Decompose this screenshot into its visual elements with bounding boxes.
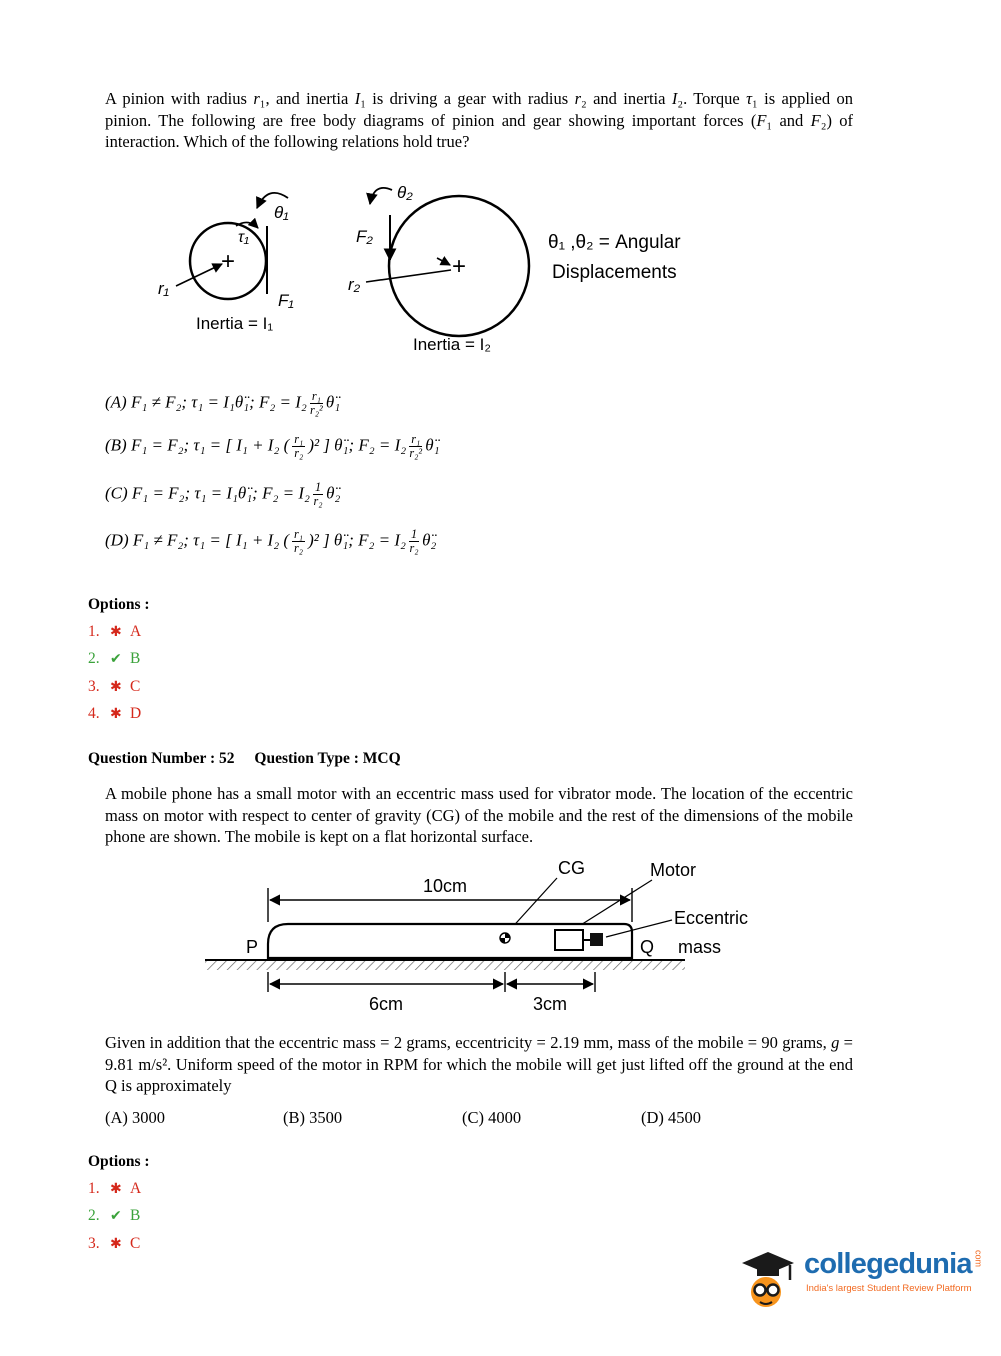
logo-tagline: India's largest Student Review Platform [806, 1283, 972, 1294]
option-number: 2. [88, 1207, 100, 1225]
option-letter: C [130, 1234, 141, 1252]
r2-label: r₂ [348, 275, 361, 294]
eccentric-label: Eccentric [674, 908, 749, 928]
q51-choice-d: (D) F₁ ≠ F₂; τ₁ = [ I₁ + I₂ ( $\frac{\text{r₁}}{\text{r₂}}$ )² ] θ̈₁; F₂ = I₂ $\frac{1}{\text{r₂}}$ θ̈₂ [105, 527, 437, 555]
angular-displacement-legend-line2: Displacements [552, 262, 677, 283]
f2-label: F₂ [356, 227, 373, 246]
tau1-label: τ₁ [238, 229, 250, 246]
question-type-label: Question Type : MCQ [254, 750, 401, 767]
cross-icon: ✱ [110, 1180, 122, 1197]
dim-3cm-label: 3cm [532, 994, 568, 1014]
q52-option-row-3 [88, 1230, 150, 1258]
q52-options-label: Options : [88, 1153, 150, 1170]
ground-hatching [205, 961, 685, 970]
option-number: 1. [88, 622, 100, 640]
option-number: 4. [88, 705, 100, 723]
logo-dotcom: com [973, 1250, 984, 1268]
check-icon: ✔ [110, 651, 122, 668]
q51-option-row-4 [88, 701, 150, 729]
q51-choice-b: (B) F₁ = F₂; τ₁ = [ I₁ + I₂ ( $\frac{\text{r₁}}{\text{r₂}}$ )² ] θ̈₁; F₂ = I₂ $\frac{\text{r₁}}{\text{r₂²}}$ θ̈₁ [105, 432, 440, 460]
f1-label: F₁ [278, 291, 294, 310]
gear-center-plus: + [451, 253, 467, 280]
q51-pinion-gear-diagram [140, 182, 760, 377]
check-icon: ✔ [110, 1208, 122, 1225]
r1-radius-line [176, 264, 222, 286]
motor-label: Motor [650, 860, 697, 880]
q52-choice-c: (C) 4000 [462, 1108, 522, 1127]
option-letter: B [130, 1207, 141, 1225]
gear-center-arrow [437, 258, 450, 265]
cross-icon: ✱ [110, 623, 122, 640]
q52-mobile-phone-diagram [200, 858, 760, 1023]
option-number: 1. [88, 1179, 100, 1197]
theta2-rotation-arrow [370, 188, 392, 204]
angular-displacement-legend-line1: θ₁ ,θ₂ = Angular [548, 232, 681, 253]
motor-box [555, 930, 583, 950]
q51-option-row-3 [88, 673, 150, 701]
q51-option-row-1 [88, 618, 150, 646]
inertia1-label: Inertia = I₁ [196, 314, 274, 333]
theta1-label: θ₁ [274, 203, 289, 222]
dim-10cm-label: 10cm [422, 876, 468, 896]
option-letter: C [130, 677, 141, 695]
q52-options-block [88, 1153, 150, 1258]
option-letter: A [130, 1179, 142, 1197]
cross-icon: ✱ [110, 706, 122, 723]
question-number-label: Question Number : 52 [88, 750, 235, 767]
cross-icon: ✱ [110, 1235, 122, 1252]
q52-answer-choices [105, 1108, 845, 1132]
q52-header [88, 750, 401, 768]
dim-6cm-label: 6cm [368, 994, 404, 1014]
eccentric-mass-square [590, 933, 603, 946]
q52-option-row-2 [88, 1203, 150, 1231]
q52-choice-d: (D) 4500 [641, 1108, 702, 1127]
q51-options-block [88, 596, 150, 728]
theta2-label: θ₂ [397, 183, 413, 202]
q52-choice-a: (A) 3000 [105, 1108, 166, 1127]
pinion-center-plus: + [220, 248, 236, 275]
mass-label: mass [678, 937, 722, 957]
point-p-label: P [246, 937, 259, 957]
option-number: 3. [88, 677, 100, 695]
r2-radius-line [366, 270, 451, 282]
q51-choice-c: (C) F₁ = F₂; τ₁ = I₁θ̈₁; F₂ = I₂ $\frac{1}{\text{r₂}}$ θ̈₂ [105, 480, 341, 508]
inertia2-label: Inertia = I₂ [413, 335, 491, 354]
r1-label: r₁ [158, 279, 170, 298]
cross-icon: ✱ [110, 678, 122, 695]
option-letter: B [130, 650, 141, 668]
logo-wordmark: collegedunia [804, 1248, 972, 1280]
option-letter: A [130, 622, 142, 640]
q51-choice-a: (A) F₁ ≠ F₂; τ₁ = I₁θ̈₁; F₂ = I₂ $\frac{\text{r₁}}{\text{r₂²}}$ θ̈₁ [105, 389, 341, 417]
option-number: 2. [88, 650, 100, 668]
q51-question-text: A pinion with radius r₁, and inertia I₁ is driving a gear with radius r₂ and inertia I₂. Torque τ₁ is applied on pinion. The following are free body diagrams of pinion and gear showing important forces (F₁ and F₂) of interaction. Which of the following relations hold true? [105, 89, 853, 151]
collegedunia-mascot-icon [740, 1250, 796, 1310]
q52-option-row-1 [88, 1175, 150, 1203]
option-number: 3. [88, 1234, 100, 1252]
q51-option-row-2 [88, 646, 150, 674]
motor-leader-line [576, 880, 652, 928]
q52-given-text: Given in addition that the eccentric mass = 2 grams, eccentricity = 2.19 mm, mass of the mobile = 90 grams, g = 9.81 m/s². Uniform speed of the motor in RPM for which the mobile will get just lifted off the ground at the end Q is approximately [105, 1033, 853, 1095]
point-q-label: Q [640, 937, 655, 957]
cg-label: CG [558, 858, 585, 878]
q51-options-label: Options : [88, 596, 150, 613]
q52-question-text: A mobile phone has a small motor with an eccentric mass used for vibrator mode. The location of the eccentric mass on motor with respect to center of gravity (CG) of the mobile and the rest of the dimensions of the mobile phone are shown. The mobile is kept on a flat horizontal surface. [105, 784, 853, 846]
collegedunia-logo [740, 1250, 984, 1310]
q52-choice-b: (B) 3500 [283, 1108, 343, 1127]
option-letter: D [130, 705, 142, 723]
